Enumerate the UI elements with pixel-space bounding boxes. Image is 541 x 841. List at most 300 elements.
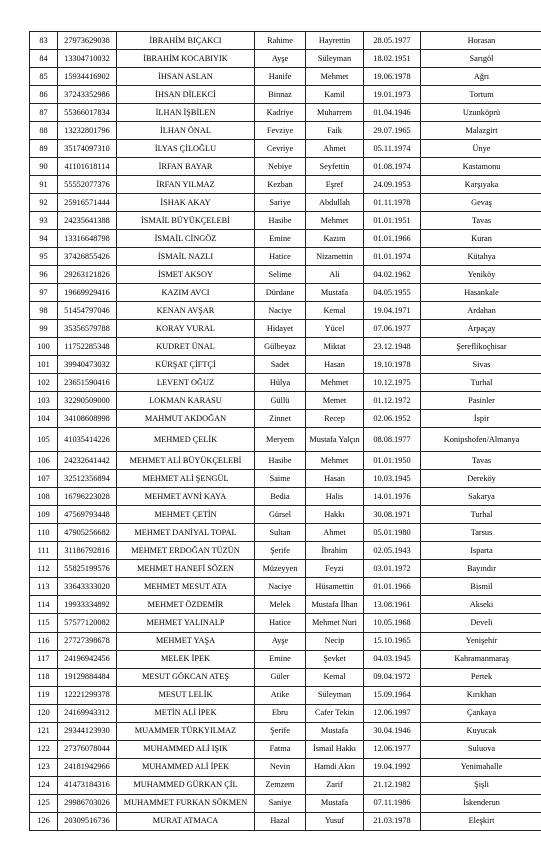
mother-name-cell: Hatice: [255, 248, 306, 266]
table-row: [30, 356, 541, 374]
birth-place-cell: Şişli: [421, 776, 541, 794]
table-row: [30, 212, 541, 230]
full-name-cell: KUDRET ÜNAL: [117, 338, 255, 356]
full-name-cell: MEHMET ÇETİN: [117, 506, 255, 524]
row-number-cell: 120: [30, 704, 58, 722]
id-number-cell: 57577120082: [58, 614, 117, 632]
birth-date-cell: 21.12.1982: [364, 776, 421, 794]
father-name-cell: Zarif: [306, 776, 364, 794]
birth-place-cell: Tortum: [421, 86, 541, 104]
birth-date-cell: 05.01.1980: [364, 524, 421, 542]
row-number-cell: 116: [30, 632, 58, 650]
birth-place-cell: Şereflikoçhisar: [421, 338, 541, 356]
birth-place-cell: Horasan: [421, 32, 541, 50]
row-number-cell: 84: [30, 50, 58, 68]
id-number-cell: 29986703026: [58, 794, 117, 812]
id-number-cell: 55366017834: [58, 104, 117, 122]
id-number-cell: 51454797046: [58, 302, 117, 320]
birth-date-cell: 14.01.1976: [364, 488, 421, 506]
birth-place-cell: İskenderun: [421, 794, 541, 812]
father-name-cell: Feyzi: [306, 560, 364, 578]
father-name-cell: Hasan: [306, 356, 364, 374]
table-row: [30, 104, 541, 122]
father-name-cell: İbrahim: [306, 542, 364, 560]
birth-date-cell: 07.06.1977: [364, 320, 421, 338]
birth-date-cell: 10.05.1968: [364, 614, 421, 632]
birth-place-cell: Akseki: [421, 596, 541, 614]
full-name-cell: İLYAS ÇİLOĞLU: [117, 140, 255, 158]
full-name-cell: KORAY VURAL: [117, 320, 255, 338]
birth-place-cell: Kuyucak: [421, 722, 541, 740]
id-number-cell: 25916571444: [58, 194, 117, 212]
father-name-cell: Kemal: [306, 302, 364, 320]
father-name-cell: Kazım: [306, 230, 364, 248]
mother-name-cell: Kadriye: [255, 104, 306, 122]
birth-place-cell: Kütahya: [421, 248, 541, 266]
father-name-cell: Kemal: [306, 668, 364, 686]
father-name-cell: Ahmet: [306, 140, 364, 158]
birth-date-cell: 30.08.1971: [364, 506, 421, 524]
table-row: [30, 632, 541, 650]
table-row: [30, 140, 541, 158]
birth-date-cell: 12.06.1997: [364, 704, 421, 722]
birth-place-cell: Hasankale: [421, 284, 541, 302]
father-name-cell: Ali: [306, 266, 364, 284]
full-name-cell: MEHMED ÇELİK: [117, 428, 255, 452]
table-row: [30, 266, 541, 284]
table-row: [30, 50, 541, 68]
row-number-cell: 119: [30, 686, 58, 704]
birth-place-cell: Tavas: [421, 212, 541, 230]
table-row: [30, 284, 541, 302]
mother-name-cell: Müzeyyen: [255, 560, 306, 578]
full-name-cell: MUHAMMED ALİ İPEK: [117, 758, 255, 776]
id-number-cell: 24181942966: [58, 758, 117, 776]
row-number-cell: 103: [30, 392, 58, 410]
full-name-cell: İRFAN BAYAR: [117, 158, 255, 176]
full-name-cell: METİN ALİ İPEK: [117, 704, 255, 722]
birth-date-cell: 12.06.1977: [364, 740, 421, 758]
father-name-cell: Mustafa: [306, 722, 364, 740]
birth-place-cell: Konipshofen/Almanya: [421, 428, 541, 452]
father-name-cell: Mehmet Nuri: [306, 614, 364, 632]
full-name-cell: MEHMET DANİYAL TOPAL: [117, 524, 255, 542]
birth-place-cell: Sivas: [421, 356, 541, 374]
full-name-cell: MELEK İPEK: [117, 650, 255, 668]
mother-name-cell: Bedia: [255, 488, 306, 506]
id-number-cell: 29344123930: [58, 722, 117, 740]
id-number-cell: 41035414226: [58, 428, 117, 452]
table-row: [30, 596, 541, 614]
full-name-cell: MAHMUT AKDOĞAN: [117, 410, 255, 428]
mother-name-cell: Zemzem: [255, 776, 306, 794]
table-row: [30, 542, 541, 560]
table-row: [30, 650, 541, 668]
mother-name-cell: Fevziye: [255, 122, 306, 140]
full-name-cell: KENAN AVŞAR: [117, 302, 255, 320]
row-number-cell: 95: [30, 248, 58, 266]
row-number-cell: 126: [30, 812, 58, 830]
id-number-cell: 37426855426: [58, 248, 117, 266]
mother-name-cell: Cevriye: [255, 140, 306, 158]
full-name-cell: İSMAİL CİNGÖZ: [117, 230, 255, 248]
birth-place-cell: Turhal: [421, 506, 541, 524]
birth-place-cell: Ünye: [421, 140, 541, 158]
birth-place-cell: Bayındır: [421, 560, 541, 578]
birth-date-cell: 19.06.1978: [364, 68, 421, 86]
id-number-cell: 35174097310: [58, 140, 117, 158]
mother-name-cell: Hasibe: [255, 452, 306, 470]
father-name-cell: Mustafa Yalçın: [306, 428, 364, 452]
id-number-cell: 11752285348: [58, 338, 117, 356]
table-row: [30, 488, 541, 506]
mother-name-cell: Sadet: [255, 356, 306, 374]
full-name-cell: KÜRŞAT ÇİFTÇİ: [117, 356, 255, 374]
row-number-cell: 90: [30, 158, 58, 176]
birth-date-cell: 19.04.1971: [364, 302, 421, 320]
table-row: [30, 776, 541, 794]
table-row: [30, 230, 541, 248]
father-name-cell: Mehmet: [306, 68, 364, 86]
id-number-cell: 37243352986: [58, 86, 117, 104]
full-name-cell: MUHAMMED ALİ IŞIK: [117, 740, 255, 758]
table-row: [30, 794, 541, 812]
birth-place-cell: Kahramanmaraş: [421, 650, 541, 668]
full-name-cell: MEHMET HANEFİ SÖZEN: [117, 560, 255, 578]
birth-date-cell: 01.01.1951: [364, 212, 421, 230]
row-number-cell: 122: [30, 740, 58, 758]
birth-place-cell: Suluova: [421, 740, 541, 758]
father-name-cell: Süleyman: [306, 686, 364, 704]
table-row: [30, 320, 541, 338]
row-number-cell: 85: [30, 68, 58, 86]
full-name-cell: MURAT ATMACA: [117, 812, 255, 830]
id-number-cell: 31186792816: [58, 542, 117, 560]
birth-date-cell: 28.05.1977: [364, 32, 421, 50]
mother-name-cell: Ayşe: [255, 50, 306, 68]
father-name-cell: Halis: [306, 488, 364, 506]
table-row: [30, 524, 541, 542]
table-body: [30, 32, 541, 831]
birth-date-cell: 10.03.1945: [364, 470, 421, 488]
id-number-cell: 23651590416: [58, 374, 117, 392]
birth-date-cell: 04.05.1955: [364, 284, 421, 302]
row-number-cell: 99: [30, 320, 58, 338]
birth-place-cell: Eleşkirt: [421, 812, 541, 830]
id-number-cell: 16796223028: [58, 488, 117, 506]
table-row: [30, 614, 541, 632]
id-number-cell: 19129884484: [58, 668, 117, 686]
birth-place-cell: Kırıkhan: [421, 686, 541, 704]
birth-date-cell: 01.01.1974: [364, 248, 421, 266]
mother-name-cell: Saniye: [255, 794, 306, 812]
birth-date-cell: 01.01.1966: [364, 578, 421, 596]
birth-place-cell: İspir: [421, 410, 541, 428]
birth-date-cell: 23.12.1948: [364, 338, 421, 356]
row-number-cell: 92: [30, 194, 58, 212]
row-number-cell: 96: [30, 266, 58, 284]
father-name-cell: Mustafa İlhan: [306, 596, 364, 614]
id-number-cell: 32290509000: [58, 392, 117, 410]
father-name-cell: Eşref: [306, 176, 364, 194]
birth-date-cell: 04.03.1945: [364, 650, 421, 668]
mother-name-cell: Rahime: [255, 32, 306, 50]
id-number-cell: 13304710032: [58, 50, 117, 68]
id-number-cell: 47569793448: [58, 506, 117, 524]
father-name-cell: Ahmet: [306, 524, 364, 542]
id-number-cell: 27973629038: [58, 32, 117, 50]
mother-name-cell: Fatma: [255, 740, 306, 758]
father-name-cell: Mehmet: [306, 212, 364, 230]
table-row: [30, 758, 541, 776]
id-number-cell: 32512356894: [58, 470, 117, 488]
full-name-cell: İRFAN YILMAZ: [117, 176, 255, 194]
id-number-cell: 29263121826: [58, 266, 117, 284]
full-name-cell: İBRAHİM KOCABIYIK: [117, 50, 255, 68]
father-name-cell: Mustafa: [306, 284, 364, 302]
mother-name-cell: Emine: [255, 650, 306, 668]
birth-place-cell: Çankaya: [421, 704, 541, 722]
table-row: [30, 176, 541, 194]
birth-date-cell: 15.10.1965: [364, 632, 421, 650]
birth-place-cell: Pasinler: [421, 392, 541, 410]
table-row: [30, 248, 541, 266]
table-row: [30, 158, 541, 176]
mother-name-cell: Naciye: [255, 302, 306, 320]
birth-date-cell: 19.10.1978: [364, 356, 421, 374]
father-name-cell: Muharrem: [306, 104, 364, 122]
mother-name-cell: Nevin: [255, 758, 306, 776]
mother-name-cell: Hidayet: [255, 320, 306, 338]
father-name-cell: Miktat: [306, 338, 364, 356]
row-number-cell: 107: [30, 470, 58, 488]
birth-date-cell: 01.01.1966: [364, 230, 421, 248]
mother-name-cell: Ebru: [255, 704, 306, 722]
table-row: [30, 32, 541, 50]
row-number-cell: 124: [30, 776, 58, 794]
mother-name-cell: Hasibe: [255, 212, 306, 230]
id-number-cell: 19933334892: [58, 596, 117, 614]
id-number-cell: 27727398678: [58, 632, 117, 650]
birth-place-cell: Sarıgöl: [421, 50, 541, 68]
mother-name-cell: Atike: [255, 686, 306, 704]
birth-date-cell: 09.04.1972: [364, 668, 421, 686]
father-name-cell: Yusuf: [306, 812, 364, 830]
id-number-cell: 39940473032: [58, 356, 117, 374]
birth-date-cell: 30.04.1946: [364, 722, 421, 740]
birth-date-cell: 13.08.1961: [364, 596, 421, 614]
birth-date-cell: 18.02.1951: [364, 50, 421, 68]
birth-place-cell: Yenişehir: [421, 632, 541, 650]
row-number-cell: 121: [30, 722, 58, 740]
id-number-cell: 15934416902: [58, 68, 117, 86]
table-row: [30, 686, 541, 704]
father-name-cell: Mehmet: [306, 374, 364, 392]
mother-name-cell: Gülbeyaz: [255, 338, 306, 356]
id-number-cell: 13316648798: [58, 230, 117, 248]
table-row: [30, 392, 541, 410]
full-name-cell: İSMAİL NAZLI: [117, 248, 255, 266]
birth-place-cell: Develi: [421, 614, 541, 632]
father-name-cell: Recep: [306, 410, 364, 428]
full-name-cell: MEHMET ERDOĞAN TÜZÜN: [117, 542, 255, 560]
birth-place-cell: Sakarya: [421, 488, 541, 506]
birth-place-cell: Turhal: [421, 374, 541, 392]
id-number-cell: 24235641388: [58, 212, 117, 230]
full-name-cell: KAZIM AVCI: [117, 284, 255, 302]
id-number-cell: 19669929416: [58, 284, 117, 302]
birth-place-cell: Tarsus: [421, 524, 541, 542]
row-number-cell: 102: [30, 374, 58, 392]
birth-place-cell: Kuran: [421, 230, 541, 248]
mother-name-cell: Saime: [255, 470, 306, 488]
mother-name-cell: Hanife: [255, 68, 306, 86]
mother-name-cell: Sultan: [255, 524, 306, 542]
table-row: [30, 452, 541, 470]
birth-place-cell: Arpaçay: [421, 320, 541, 338]
birth-date-cell: 19.01.1973: [364, 86, 421, 104]
birth-place-cell: Kastamonu: [421, 158, 541, 176]
birth-date-cell: 04.02.1962: [364, 266, 421, 284]
birth-place-cell: Dereköy: [421, 470, 541, 488]
father-name-cell: Hüsamettin: [306, 578, 364, 596]
full-name-cell: İBRAHİM BIÇAKCI: [117, 32, 255, 50]
id-number-cell: 34108608998: [58, 410, 117, 428]
full-name-cell: MESUT LELİK: [117, 686, 255, 704]
father-name-cell: Mustafa: [306, 794, 364, 812]
row-number-cell: 106: [30, 452, 58, 470]
father-name-cell: Necip: [306, 632, 364, 650]
table-row: [30, 740, 541, 758]
table-row: [30, 470, 541, 488]
table-row: [30, 194, 541, 212]
table-row: [30, 578, 541, 596]
row-number-cell: 93: [30, 212, 58, 230]
father-name-cell: Yücel: [306, 320, 364, 338]
row-number-cell: 104: [30, 410, 58, 428]
id-number-cell: 33643333020: [58, 578, 117, 596]
row-number-cell: 98: [30, 302, 58, 320]
mother-name-cell: Şerife: [255, 542, 306, 560]
birth-date-cell: 15.09.1964: [364, 686, 421, 704]
mother-name-cell: Emine: [255, 230, 306, 248]
table-row: [30, 812, 541, 830]
id-number-cell: 12221299378: [58, 686, 117, 704]
id-number-cell: 27376078044: [58, 740, 117, 758]
full-name-cell: İLHAN İŞBİLEN: [117, 104, 255, 122]
birth-date-cell: 03.01.1972: [364, 560, 421, 578]
father-name-cell: Memet: [306, 392, 364, 410]
table-row: [30, 506, 541, 524]
person-list-table: [29, 31, 541, 831]
mother-name-cell: Gürsel: [255, 506, 306, 524]
full-name-cell: MEHMET MESUT ATA: [117, 578, 255, 596]
father-name-cell: Hakkı: [306, 506, 364, 524]
full-name-cell: MEHMET AVNİ KAYA: [117, 488, 255, 506]
father-name-cell: Süleyman: [306, 50, 364, 68]
full-name-cell: MEHMET ÖZDEMİR: [117, 596, 255, 614]
row-number-cell: 89: [30, 140, 58, 158]
mother-name-cell: Melek: [255, 596, 306, 614]
full-name-cell: LEVENT OĞUZ: [117, 374, 255, 392]
full-name-cell: MEHMET ALİ ŞENGÜL: [117, 470, 255, 488]
birth-date-cell: 02.05.1943: [364, 542, 421, 560]
birth-place-cell: Bismil: [421, 578, 541, 596]
birth-place-cell: Yeniköy: [421, 266, 541, 284]
birth-date-cell: 01.12.1972: [364, 392, 421, 410]
full-name-cell: İLHAN ÖNAL: [117, 122, 255, 140]
birth-place-cell: Gevaş: [421, 194, 541, 212]
row-number-cell: 88: [30, 122, 58, 140]
mother-name-cell: Zinnet: [255, 410, 306, 428]
id-number-cell: 55552077376: [58, 176, 117, 194]
father-name-cell: Mehmet: [306, 452, 364, 470]
row-number-cell: 118: [30, 668, 58, 686]
table-row: [30, 122, 541, 140]
father-name-cell: Cafer Tekin: [306, 704, 364, 722]
birth-place-cell: Tavas: [421, 452, 541, 470]
birth-date-cell: 01.01.1950: [364, 452, 421, 470]
row-number-cell: 125: [30, 794, 58, 812]
table-row: [30, 302, 541, 320]
birth-date-cell: 19.04.1992: [364, 758, 421, 776]
full-name-cell: İSHAK AKAY: [117, 194, 255, 212]
table-row: [30, 704, 541, 722]
table-row: [30, 410, 541, 428]
mother-name-cell: Sariye: [255, 194, 306, 212]
id-number-cell: 24232641442: [58, 452, 117, 470]
id-number-cell: 47905256682: [58, 524, 117, 542]
row-number-cell: 110: [30, 524, 58, 542]
row-number-cell: 101: [30, 356, 58, 374]
full-name-cell: MUAMMER TÜRKYILMAZ: [117, 722, 255, 740]
father-name-cell: Faik: [306, 122, 364, 140]
birth-place-cell: Malazgirt: [421, 122, 541, 140]
birth-date-cell: 05.11.1974: [364, 140, 421, 158]
table-row: [30, 338, 541, 356]
table-row: [30, 722, 541, 740]
row-number-cell: 114: [30, 596, 58, 614]
father-name-cell: Kamil: [306, 86, 364, 104]
mother-name-cell: Kezban: [255, 176, 306, 194]
birth-date-cell: 07.11.1986: [364, 794, 421, 812]
id-number-cell: 41101618114: [58, 158, 117, 176]
row-number-cell: 100: [30, 338, 58, 356]
table-row: [30, 668, 541, 686]
mother-name-cell: Güler: [255, 668, 306, 686]
full-name-cell: MESUT GÖKCAN ATEŞ: [117, 668, 255, 686]
birth-place-cell: Uzunköprü: [421, 104, 541, 122]
full-name-cell: MEHMET YALINALP: [117, 614, 255, 632]
mother-name-cell: Şerife: [255, 722, 306, 740]
full-name-cell: İHSAN DİLEKCİ: [117, 86, 255, 104]
birth-place-cell: Yenimahalle: [421, 758, 541, 776]
row-number-cell: 111: [30, 542, 58, 560]
birth-place-cell: Ağrı: [421, 68, 541, 86]
id-number-cell: 41473184316: [58, 776, 117, 794]
full-name-cell: MEHMET YAŞA: [117, 632, 255, 650]
father-name-cell: Şevket: [306, 650, 364, 668]
birth-place-cell: Karşıyaka: [421, 176, 541, 194]
mother-name-cell: Güllü: [255, 392, 306, 410]
birth-date-cell: 01.08.1974: [364, 158, 421, 176]
birth-date-cell: 01.11.1978: [364, 194, 421, 212]
father-name-cell: Seyfettin: [306, 158, 364, 176]
id-number-cell: 24196942456: [58, 650, 117, 668]
full-name-cell: MUHAMMET FURKAN SÖKMEN: [117, 794, 255, 812]
row-number-cell: 117: [30, 650, 58, 668]
full-name-cell: MEHMET ALİ BÜYÜKÇELEBİ: [117, 452, 255, 470]
